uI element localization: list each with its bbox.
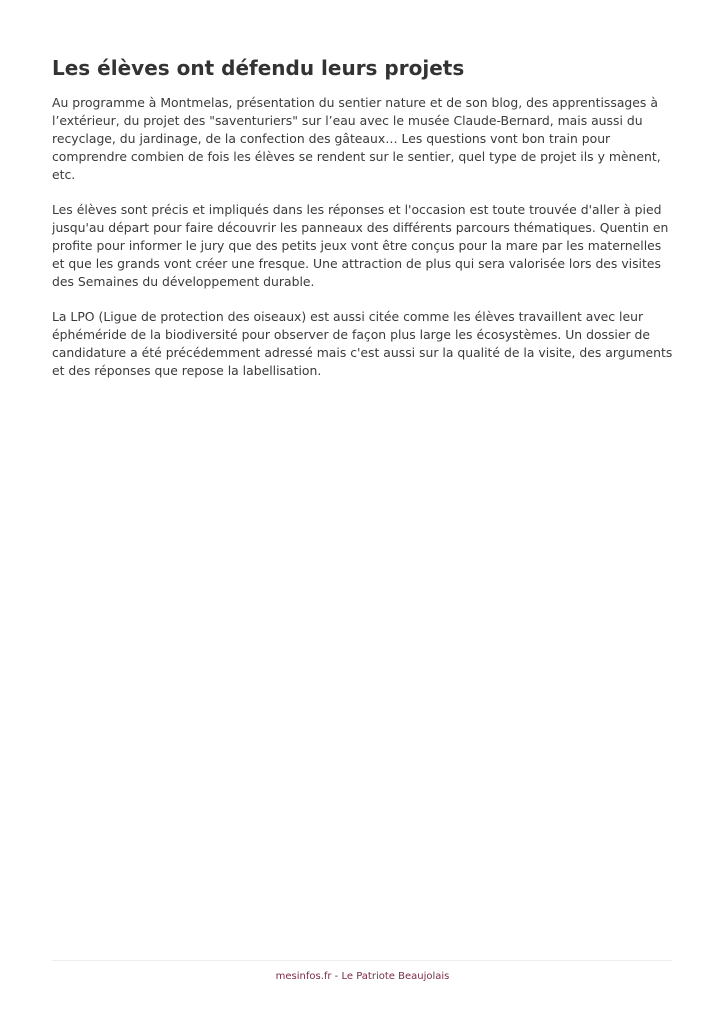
footer-source: mesinfos.fr - Le Patriote Beaujolais xyxy=(275,971,450,982)
article-title: Les élèves ont défendu leurs projets xyxy=(52,56,465,80)
article-paragraph-1: Au programme à Montmelas, présentation du sentier nature et de son blog, des apprentissages à l’extérieur, du projet des "saventuriers" sur l’eau avec le musée Claude-Bernard, mais aussi du recyclage, du jardinage, de la confection des gâteaux… Les questions vont bon train pour comprendre combien de fois les élèves se rendent sur le sentier, quel type de projet ils y mènent, etc. xyxy=(52,95,661,182)
footer-divider xyxy=(52,960,672,961)
article xyxy=(52,54,676,397)
article-paragraph-3: La LPO (Ligue de protection des oiseaux) est aussi citée comme les élèves travaillent avec leur éphéméride de la biodiversité pour observer de façon plus large les écosystèmes. Un dossier de candidature a été précédemment adressé mais c'est aussi sur la qualité de la visite, des arguments et des réponses que repose la labellisation. xyxy=(52,309,673,378)
article-paragraph-2: Les élèves sont précis et impliqués dans les réponses et l'occasion est toute trouvée d'aller à pied jusqu'au départ pour faire découvrir les panneaux des différents parcours thématiques. Quentin en profite pour informer le jury que des petits jeux vont être conçus pour la mare par les maternelles et que les grands vont créer une fresque. Une attraction de plus qui sera valorisée lors des visites des Semaines du développement durable. xyxy=(52,202,669,289)
